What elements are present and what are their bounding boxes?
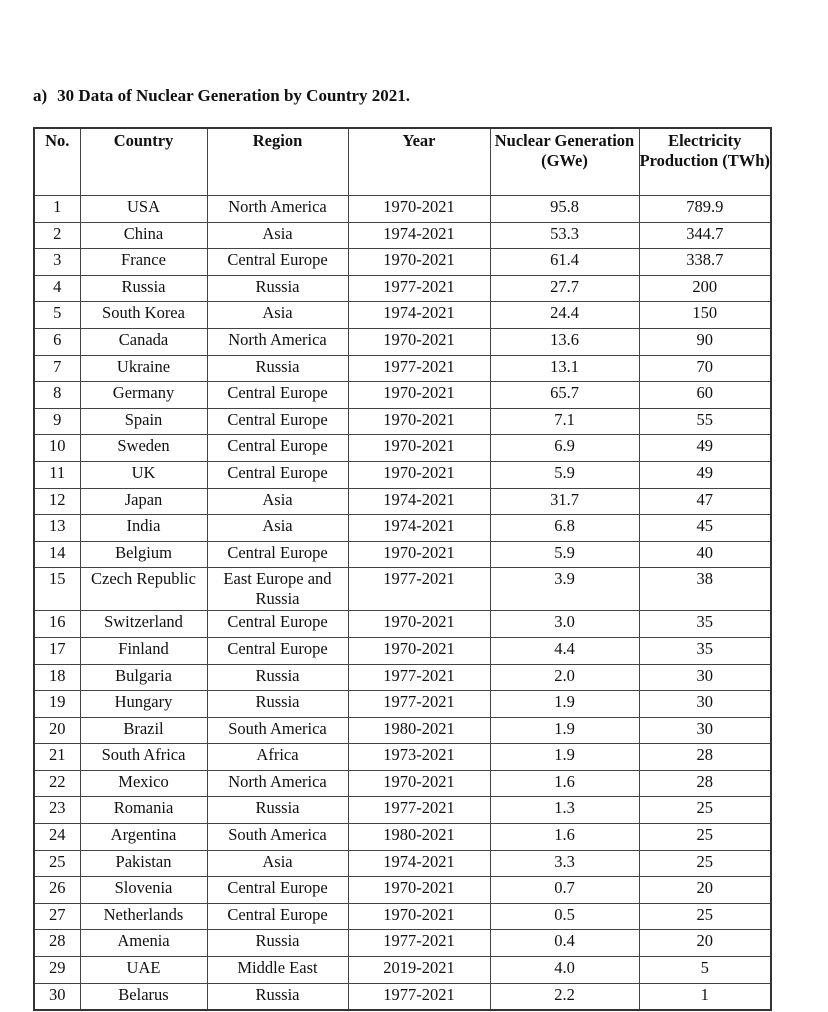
region-cell: Asia xyxy=(207,515,348,542)
nuclear-generation-cell: 13.6 xyxy=(490,328,639,355)
country-cell: UAE xyxy=(80,957,207,984)
nuclear-generation-cell: 95.8 xyxy=(490,196,639,223)
region-cell: Central Europe xyxy=(207,435,348,462)
year-cell: 1970-2021 xyxy=(348,435,490,462)
country-cell: China xyxy=(80,222,207,249)
electricity-production-cell: 200 xyxy=(639,275,771,302)
table-row xyxy=(34,222,771,249)
region-cell: Central Europe xyxy=(207,382,348,409)
region-cell: South America xyxy=(207,824,348,851)
nuclear-generation-cell: 0.7 xyxy=(490,877,639,904)
year-cell: 1977-2021 xyxy=(348,797,490,824)
nuclear-generation-cell: 0.4 xyxy=(490,930,639,957)
table-row xyxy=(34,611,771,638)
nuclear-generation-cell: 24.4 xyxy=(490,302,639,329)
row-number: 27 xyxy=(34,903,80,930)
table-row xyxy=(34,664,771,691)
country-cell: Czech Republic xyxy=(80,568,207,611)
country-cell: Canada xyxy=(80,328,207,355)
table-row xyxy=(34,408,771,435)
nuclear-generation-cell: 4.0 xyxy=(490,957,639,984)
nuclear-generation-cell: 0.5 xyxy=(490,903,639,930)
year-cell: 1974-2021 xyxy=(348,850,490,877)
electricity-production-cell: 49 xyxy=(639,435,771,462)
table-row xyxy=(34,461,771,488)
year-cell: 1977-2021 xyxy=(348,930,490,957)
country-cell: Switzerland xyxy=(80,611,207,638)
electricity-production-cell: 49 xyxy=(639,461,771,488)
nuclear-generation-cell: 31.7 xyxy=(490,488,639,515)
row-number: 25 xyxy=(34,850,80,877)
country-cell: South Africa xyxy=(80,744,207,771)
country-cell: USA xyxy=(80,196,207,223)
nuclear-generation-cell: 53.3 xyxy=(490,222,639,249)
row-number: 7 xyxy=(34,355,80,382)
electricity-production-cell: 150 xyxy=(639,302,771,329)
country-cell: Germany xyxy=(80,382,207,409)
country-cell: Pakistan xyxy=(80,850,207,877)
region-cell: Asia xyxy=(207,222,348,249)
electricity-production-cell: 40 xyxy=(639,541,771,568)
year-cell: 1970-2021 xyxy=(348,637,490,664)
country-cell: Japan xyxy=(80,488,207,515)
nuclear-generation-cell: 5.9 xyxy=(490,461,639,488)
table-row xyxy=(34,637,771,664)
country-cell: Hungary xyxy=(80,691,207,718)
year-cell: 1970-2021 xyxy=(348,328,490,355)
country-cell: India xyxy=(80,515,207,542)
nuclear-generation-cell: 3.3 xyxy=(490,850,639,877)
country-cell: UK xyxy=(80,461,207,488)
electricity-production-cell: 338.7 xyxy=(639,249,771,276)
nuclear-generation-cell: 2.0 xyxy=(490,664,639,691)
nuclear-generation-cell: 1.9 xyxy=(490,691,639,718)
row-number: 11 xyxy=(34,461,80,488)
table-row xyxy=(34,903,771,930)
header-year: Year xyxy=(348,128,490,196)
nuclear-generation-cell: 1.6 xyxy=(490,824,639,851)
electricity-production-cell: 25 xyxy=(639,850,771,877)
electricity-production-cell: 45 xyxy=(639,515,771,542)
year-cell: 1974-2021 xyxy=(348,222,490,249)
row-number: 10 xyxy=(34,435,80,462)
region-cell: Russia xyxy=(207,930,348,957)
electricity-production-cell: 5 xyxy=(639,957,771,984)
electricity-production-cell: 38 xyxy=(639,568,771,611)
country-cell: South Korea xyxy=(80,302,207,329)
electricity-production-cell: 25 xyxy=(639,824,771,851)
caption-text: 30 Data of Nuclear Generation by Country 2021. xyxy=(57,86,411,105)
year-cell: 1973-2021 xyxy=(348,744,490,771)
year-cell: 1977-2021 xyxy=(348,664,490,691)
region-cell: Central Europe xyxy=(207,461,348,488)
region-cell: Central Europe xyxy=(207,408,348,435)
nuclear-generation-cell: 6.8 xyxy=(490,515,639,542)
electricity-production-cell: 20 xyxy=(639,930,771,957)
row-number: 16 xyxy=(34,611,80,638)
nuclear-generation-cell: 7.1 xyxy=(490,408,639,435)
country-cell: Sweden xyxy=(80,435,207,462)
year-cell: 1974-2021 xyxy=(348,488,490,515)
electricity-production-cell: 55 xyxy=(639,408,771,435)
nuclear-generation-cell: 13.1 xyxy=(490,355,639,382)
country-cell: Belarus xyxy=(80,983,207,1010)
year-cell: 1970-2021 xyxy=(348,408,490,435)
nuclear-generation-table xyxy=(33,127,772,1011)
year-cell: 1970-2021 xyxy=(348,611,490,638)
region-cell: Russia xyxy=(207,664,348,691)
year-cell: 1980-2021 xyxy=(348,717,490,744)
year-cell: 1977-2021 xyxy=(348,275,490,302)
year-cell: 1970-2021 xyxy=(348,541,490,568)
table-row xyxy=(34,382,771,409)
nuclear-generation-cell: 65.7 xyxy=(490,382,639,409)
region-cell: Central Europe xyxy=(207,611,348,638)
table-row xyxy=(34,691,771,718)
row-number: 17 xyxy=(34,637,80,664)
country-cell: Brazil xyxy=(80,717,207,744)
region-cell: South America xyxy=(207,717,348,744)
nuclear-generation-cell: 5.9 xyxy=(490,541,639,568)
country-cell: Belgium xyxy=(80,541,207,568)
row-number: 4 xyxy=(34,275,80,302)
row-number: 3 xyxy=(34,249,80,276)
region-cell: Central Europe xyxy=(207,903,348,930)
country-cell: Russia xyxy=(80,275,207,302)
nuclear-generation-cell: 6.9 xyxy=(490,435,639,462)
table-row xyxy=(34,541,771,568)
row-number: 5 xyxy=(34,302,80,329)
year-cell: 1970-2021 xyxy=(348,461,490,488)
year-cell: 1970-2021 xyxy=(348,196,490,223)
header-no: No. xyxy=(34,128,80,196)
row-number: 15 xyxy=(34,568,80,611)
table-row xyxy=(34,824,771,851)
year-cell: 1970-2021 xyxy=(348,382,490,409)
row-number: 30 xyxy=(34,983,80,1010)
row-number: 26 xyxy=(34,877,80,904)
year-cell: 1970-2021 xyxy=(348,249,490,276)
table-row xyxy=(34,515,771,542)
region-cell: Asia xyxy=(207,488,348,515)
region-cell: Russia xyxy=(207,983,348,1010)
row-number: 24 xyxy=(34,824,80,851)
year-cell: 1970-2021 xyxy=(348,770,490,797)
country-cell: France xyxy=(80,249,207,276)
year-cell: 2019-2021 xyxy=(348,957,490,984)
nuclear-generation-cell: 61.4 xyxy=(490,249,639,276)
electricity-production-cell: 344.7 xyxy=(639,222,771,249)
nuclear-generation-cell: 2.2 xyxy=(490,983,639,1010)
year-cell: 1974-2021 xyxy=(348,302,490,329)
header-country: Country xyxy=(80,128,207,196)
row-number: 8 xyxy=(34,382,80,409)
electricity-production-cell: 28 xyxy=(639,744,771,771)
electricity-production-cell: 30 xyxy=(639,717,771,744)
electricity-production-cell: 20 xyxy=(639,877,771,904)
row-number: 29 xyxy=(34,957,80,984)
row-number: 21 xyxy=(34,744,80,771)
region-cell: Central Europe xyxy=(207,541,348,568)
country-cell: Argentina xyxy=(80,824,207,851)
nuclear-generation-cell: 1.6 xyxy=(490,770,639,797)
header-electricity-production: Electricity Production (TWh) xyxy=(639,128,771,196)
country-cell: Spain xyxy=(80,408,207,435)
electricity-production-cell: 60 xyxy=(639,382,771,409)
row-number: 20 xyxy=(34,717,80,744)
year-cell: 1977-2021 xyxy=(348,691,490,718)
nuclear-generation-cell: 1.3 xyxy=(490,797,639,824)
row-number: 22 xyxy=(34,770,80,797)
row-number: 9 xyxy=(34,408,80,435)
table-row xyxy=(34,568,771,611)
row-number: 6 xyxy=(34,328,80,355)
electricity-production-cell: 30 xyxy=(639,691,771,718)
region-cell: North America xyxy=(207,196,348,223)
nuclear-generation-cell: 3.0 xyxy=(490,611,639,638)
region-cell: Russia xyxy=(207,797,348,824)
table-row xyxy=(34,770,771,797)
region-cell: North America xyxy=(207,328,348,355)
table-row xyxy=(34,196,771,223)
year-cell: 1977-2021 xyxy=(348,355,490,382)
region-cell: Asia xyxy=(207,850,348,877)
region-cell: Central Europe xyxy=(207,637,348,664)
region-cell: Central Europe xyxy=(207,877,348,904)
row-number: 14 xyxy=(34,541,80,568)
region-cell: Russia xyxy=(207,275,348,302)
country-cell: Amenia xyxy=(80,930,207,957)
year-cell: 1970-2021 xyxy=(348,877,490,904)
table-row xyxy=(34,983,771,1010)
table-row xyxy=(34,930,771,957)
table-row xyxy=(34,797,771,824)
electricity-production-cell: 25 xyxy=(639,903,771,930)
region-cell: Central Europe xyxy=(207,249,348,276)
region-cell: East Europe and Russia xyxy=(207,568,348,611)
year-cell: 1974-2021 xyxy=(348,515,490,542)
row-number: 1 xyxy=(34,196,80,223)
table-body xyxy=(34,196,771,1011)
year-cell: 1980-2021 xyxy=(348,824,490,851)
electricity-production-cell: 25 xyxy=(639,797,771,824)
table-row xyxy=(34,435,771,462)
table-row xyxy=(34,249,771,276)
row-number: 18 xyxy=(34,664,80,691)
electricity-production-cell: 47 xyxy=(639,488,771,515)
table-row xyxy=(34,355,771,382)
region-cell: Russia xyxy=(207,355,348,382)
year-cell: 1970-2021 xyxy=(348,903,490,930)
row-number: 13 xyxy=(34,515,80,542)
header-region: Region xyxy=(207,128,348,196)
header-nuclear-generation: Nuclear Generation (GWe) xyxy=(490,128,639,196)
country-cell: Romania xyxy=(80,797,207,824)
nuclear-generation-cell: 27.7 xyxy=(490,275,639,302)
table-row xyxy=(34,877,771,904)
electricity-production-cell: 90 xyxy=(639,328,771,355)
table-row xyxy=(34,744,771,771)
row-number: 19 xyxy=(34,691,80,718)
electricity-production-cell: 1 xyxy=(639,983,771,1010)
row-number: 2 xyxy=(34,222,80,249)
row-number: 12 xyxy=(34,488,80,515)
region-cell: North America xyxy=(207,770,348,797)
table-caption xyxy=(33,86,410,106)
electricity-production-cell: 35 xyxy=(639,611,771,638)
year-cell: 1977-2021 xyxy=(348,568,490,611)
table-row xyxy=(34,957,771,984)
country-cell: Mexico xyxy=(80,770,207,797)
region-cell: Russia xyxy=(207,691,348,718)
nuclear-generation-cell: 1.9 xyxy=(490,717,639,744)
electricity-production-cell: 70 xyxy=(639,355,771,382)
nuclear-generation-cell: 4.4 xyxy=(490,637,639,664)
table-row xyxy=(34,850,771,877)
row-number: 23 xyxy=(34,797,80,824)
table-row xyxy=(34,717,771,744)
caption-marker: a) xyxy=(33,86,48,105)
nuclear-generation-cell: 3.9 xyxy=(490,568,639,611)
electricity-production-cell: 789.9 xyxy=(639,196,771,223)
table-row xyxy=(34,302,771,329)
table-header-row xyxy=(34,128,771,196)
country-cell: Ukraine xyxy=(80,355,207,382)
table-row xyxy=(34,488,771,515)
region-cell: Middle East xyxy=(207,957,348,984)
table-row xyxy=(34,328,771,355)
country-cell: Netherlands xyxy=(80,903,207,930)
electricity-production-cell: 35 xyxy=(639,637,771,664)
electricity-production-cell: 28 xyxy=(639,770,771,797)
country-cell: Finland xyxy=(80,637,207,664)
table-row xyxy=(34,275,771,302)
country-cell: Slovenia xyxy=(80,877,207,904)
region-cell: Asia xyxy=(207,302,348,329)
row-number: 28 xyxy=(34,930,80,957)
region-cell: Africa xyxy=(207,744,348,771)
electricity-production-cell: 30 xyxy=(639,664,771,691)
country-cell: Bulgaria xyxy=(80,664,207,691)
nuclear-generation-cell: 1.9 xyxy=(490,744,639,771)
year-cell: 1977-2021 xyxy=(348,983,490,1010)
